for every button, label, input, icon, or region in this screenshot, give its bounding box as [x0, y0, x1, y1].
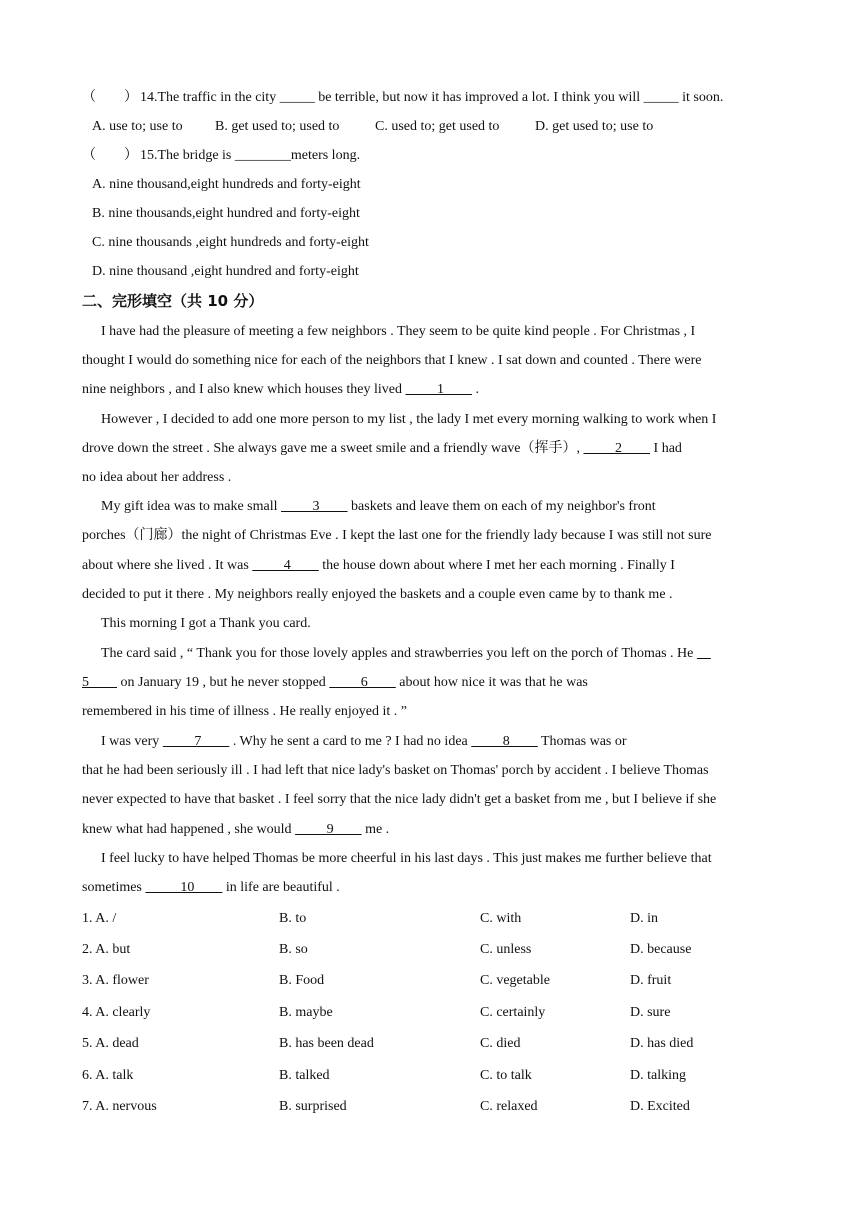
- answer-row: [82, 1066, 782, 1086]
- answer-option-c: C. relaxed: [480, 1099, 538, 1114]
- text: baskets and leave them on each of my neighbor's front: [347, 499, 656, 514]
- option-d: D. nine thousand ,eight hundred and forty-eight: [92, 264, 359, 279]
- text: knew what had happened , she would: [82, 822, 296, 837]
- text: nine neighbors , and I also knew which houses they lived: [82, 382, 406, 397]
- answer-option-b: B. maybe: [279, 1005, 333, 1020]
- text: .: [472, 382, 479, 397]
- passage-line: [101, 497, 801, 517]
- answer-option-c: C. certainly: [480, 1005, 546, 1020]
- passage-line: [82, 820, 782, 840]
- passage-line: [101, 644, 801, 664]
- blank-5: 5: [82, 675, 117, 690]
- answer-option-b: B. surprised: [279, 1099, 347, 1114]
- text: about where she lived . It was: [82, 558, 253, 573]
- passage-line: [82, 380, 782, 400]
- question-stem: 14.The traffic in the city _____ be terrible, but now it has improved a lot. I think you will _____ it soon.: [140, 90, 724, 105]
- answer-row: [82, 909, 782, 929]
- answer-option-d: D. has died: [630, 1036, 694, 1051]
- blank-1: 1: [405, 382, 472, 397]
- blank-7: 7: [162, 734, 230, 749]
- option-a: A. use to; use to: [92, 119, 183, 134]
- answer-paren: （ ）: [82, 90, 138, 105]
- answer-paren: （ ）: [82, 148, 138, 163]
- answer-option-d: D. sure: [630, 1005, 671, 1020]
- answer-option-a: 1. A. /: [82, 911, 117, 926]
- answer-option-c: C. died: [480, 1036, 521, 1051]
- answer-option-b: B. so: [279, 942, 308, 957]
- option-b: B. get used to; used to: [215, 119, 340, 134]
- question-stem: 15.The bridge is ________meters long.: [140, 148, 361, 163]
- text: Thomas was or: [537, 734, 627, 749]
- answer-row: [82, 1034, 782, 1054]
- answer-option-b: B. Food: [279, 973, 325, 988]
- passage-line: This morning I got a Thank you card.: [101, 616, 311, 631]
- answer-option-b: B. to: [279, 911, 307, 926]
- option-d: D. get used to; use to: [535, 119, 654, 134]
- blank-5-start: [697, 646, 711, 661]
- passage-line: porches（门廊）the night of Christmas Eve . I kept the last one for the friendly lady because I was still not sure: [82, 528, 712, 543]
- answer-option-a: 6. A. talk: [82, 1068, 134, 1083]
- answer-row: [82, 940, 782, 960]
- answer-option-a: 5. A. dead: [82, 1036, 139, 1051]
- text: the house down about where I met her each morning . Finally I: [318, 558, 675, 573]
- passage-line: I have had the pleasure of meeting a few neighbors . They seem to be quite kind people . For Christmas , I: [101, 324, 696, 339]
- blank-6: 6: [329, 675, 396, 690]
- text: I was very: [101, 734, 163, 749]
- answer-row: [82, 1097, 782, 1117]
- question-14: [82, 88, 723, 108]
- answer-option-a: 2. A. but: [82, 942, 131, 957]
- answer-option-c: C. vegetable: [480, 973, 550, 988]
- answer-option-d: D. fruit: [630, 973, 672, 988]
- option-a: A. nine thousand,eight hundreds and forty-eight: [92, 177, 361, 192]
- answer-option-c: C. to talk: [480, 1068, 532, 1083]
- passage-line: decided to put it there . My neighbors really enjoyed the baskets and a couple even came by to thank me .: [82, 587, 673, 602]
- text: I had: [650, 441, 682, 456]
- text: My gift idea was to make small: [101, 499, 282, 514]
- passage-line: thought I would do something nice for each of the neighbors that I knew . I sat down and counted . There were: [82, 353, 702, 368]
- answer-option-b: B. talked: [279, 1068, 330, 1083]
- answer-row: [82, 1003, 782, 1023]
- blank-9: 9: [295, 822, 362, 837]
- answer-option-a: 4. A. clearly: [82, 1005, 151, 1020]
- option-c: C. used to; get used to: [375, 119, 500, 134]
- blank-2: 2: [583, 441, 651, 456]
- text: sometimes: [82, 880, 146, 895]
- passage-line: no idea about her address .: [82, 470, 232, 485]
- blank-10: 10: [145, 880, 223, 895]
- answer-option-d: D. Excited: [630, 1099, 690, 1114]
- answer-option-c: C. with: [480, 911, 522, 926]
- passage-line: I feel lucky to have helped Thomas be more cheerful in his last days . This just makes me further believe that: [101, 851, 712, 866]
- text: on January 19 , but he never stopped: [117, 675, 330, 690]
- option-c: C. nine thousands ,eight hundreds and forty-eight: [92, 235, 369, 250]
- passage-line: [82, 556, 782, 576]
- passage-line: [82, 673, 782, 693]
- blank-3: 3: [281, 499, 348, 514]
- answer-option-b: B. has been dead: [279, 1036, 374, 1051]
- answer-option-c: C. unless: [480, 942, 532, 957]
- text: about how nice it was that he was: [395, 675, 588, 690]
- passage-line: remembered in his time of illness . He really enjoyed it . ”: [82, 704, 408, 719]
- answer-option-a: 7. A. nervous: [82, 1099, 157, 1114]
- section-heading: 二、完形填空（共 10 分）: [82, 292, 264, 310]
- answer-option-d: D. talking: [630, 1068, 686, 1083]
- option-b: B. nine thousands,eight hundred and forty-eight: [92, 206, 360, 221]
- passage-line: However , I decided to add one more person to my list , the lady I met every morning walking to work when I: [101, 412, 717, 427]
- answer-option-a: 3. A. flower: [82, 973, 149, 988]
- text: in life are beautiful .: [222, 880, 340, 895]
- text: drove down the street . She always gave me a sweet smile and a friendly wave（挥手）,: [82, 441, 584, 456]
- passage-line: that he had been seriously ill . I had left that nice lady's basket on Thomas' porch by accident . I believe Thomas: [82, 763, 709, 778]
- text: me .: [361, 822, 390, 837]
- text: The card said , “ Thank you for those lovely apples and strawberries you left on the porch of Thomas . He: [101, 646, 697, 661]
- blank-4: 4: [252, 558, 319, 573]
- passage-line: never expected to have that basket . I feel sorry that the nice lady didn't get a basket from me , but I believe if she: [82, 792, 717, 807]
- answer-option-d: D. in: [630, 911, 658, 926]
- passage-line: [82, 439, 782, 459]
- text: . Why he sent a card to me ? I had no idea: [229, 734, 472, 749]
- passage-line: [101, 732, 801, 752]
- answer-row: [82, 971, 782, 991]
- passage-line: [82, 878, 782, 898]
- blank-8: 8: [471, 734, 538, 749]
- answer-option-d: D. because: [630, 942, 692, 957]
- question-15: [82, 146, 360, 166]
